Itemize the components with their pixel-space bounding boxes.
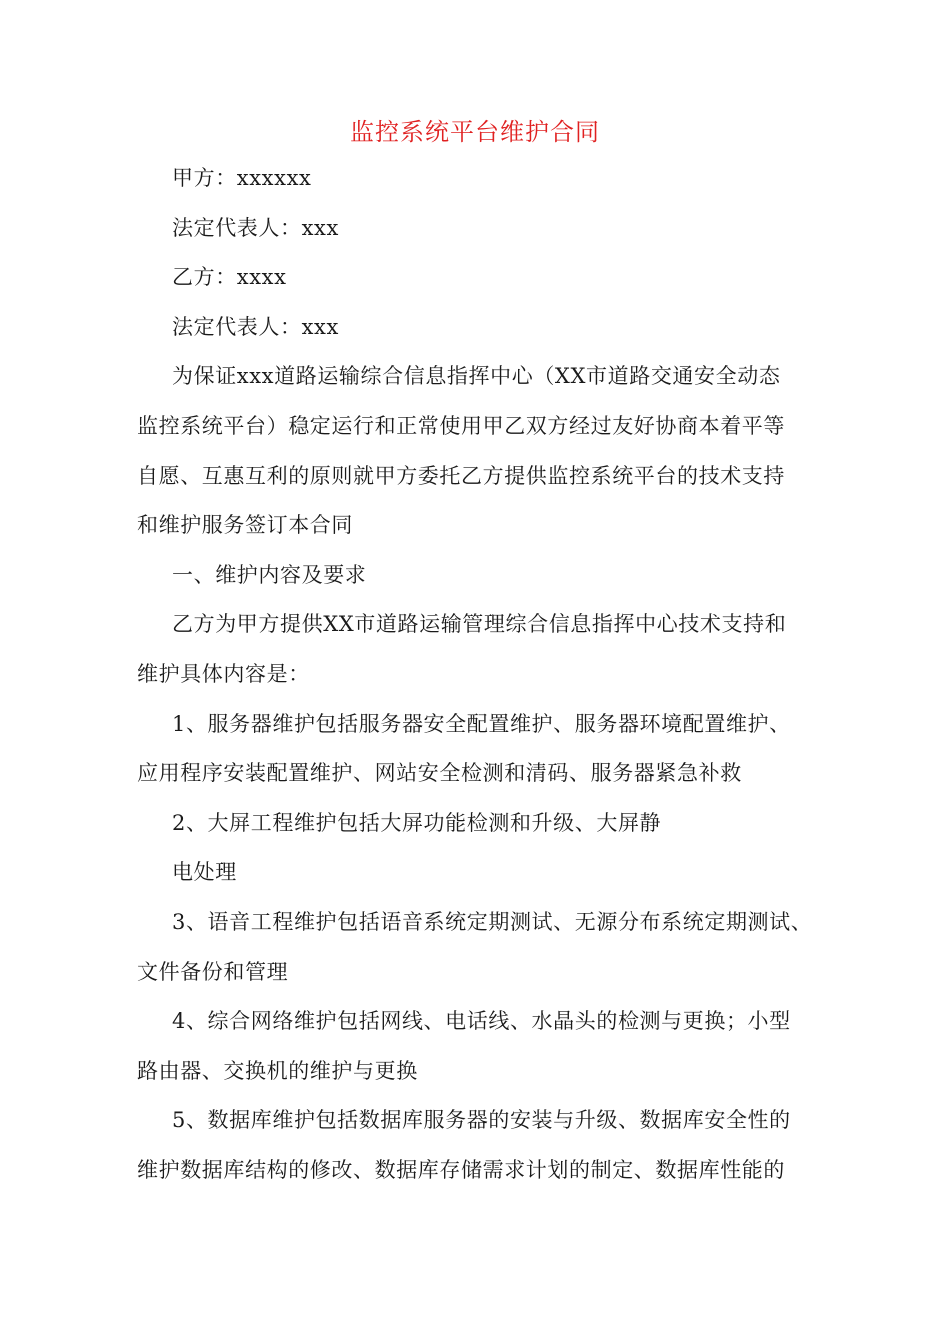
document-line: 4、综合网络维护包括网线、电话线、水晶头的检测与更换；小型 [172,1009,791,1034]
document-line: 文件备份和管理 [137,959,289,984]
document-line: 和维护服务签订本合同 [137,513,353,538]
document-line: 1、服务器维护包括服务器安全配置维护、服务器环境配置维护、 [172,711,791,736]
document-line: 自愿、互惠互利的原则就甲方委托乙方提供监控系统平台的技术支持 [137,463,785,488]
document-line: 3、语音工程维护包括语音系统定期测试、无源分布系统定期测试、 [172,909,813,934]
document-line: 法定代表人：xxx [172,215,339,240]
document-line: 2、大屏工程维护包括大屏功能检测和升级、大屏静 [172,810,662,835]
document-line: 维护数据库结构的修改、数据库存储需求计划的制定、数据库性能的 [137,1157,785,1182]
document-line: 监控系统平台）稳定运行和正常使用甲乙双方经过友好协商本着平等 [137,413,785,438]
document-line: 乙方：xxxx [172,265,287,290]
document-title: 监控系统平台维护合同 [350,118,600,146]
document-line: 维护具体内容是： [137,661,310,686]
document-line: 电处理 [172,860,237,885]
document-body [137,160,817,1201]
document-line: 路由器、交换机的维护与更换 [137,1058,418,1083]
document-line: 甲方：xxxxxx [172,166,312,190]
document-line: 为保证xxx道路运输综合信息指挥中心（XX市道路交通安全动态 [172,364,781,389]
document-line: 一、维护内容及要求 [172,562,367,587]
document-line: 应用程序安装配置维护、网站安全检测和清码、服务器紧急补救 [137,761,742,786]
document-line: 5、数据库维护包括数据库服务器的安装与升级、数据库安全性的 [172,1108,791,1133]
document-line: 法定代表人：xxx [172,314,339,339]
document-line: 乙方为甲方提供XX市道路运输管理综合信息指挥中心技术支持和 [172,612,787,637]
